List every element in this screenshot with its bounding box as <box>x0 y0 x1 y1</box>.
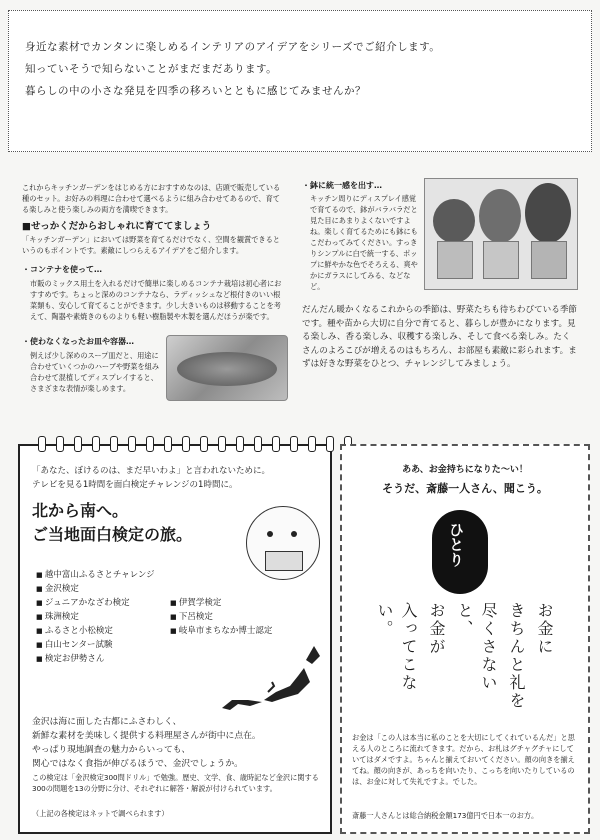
list-item: ■ 珠洲検定 <box>36 610 186 624</box>
list-item: ■ 白山センター試験 <box>36 638 186 652</box>
saito-panel <box>340 444 590 834</box>
garden-para: 「キッチンガーデン」においては野菜を育てるだけでなく、空間を観賞できるというのもポイントです。素敵にしつらえるアイデアをご紹介します。 <box>22 235 280 255</box>
plate-title: ・使わなくなったお皿や容器… <box>22 337 134 346</box>
vertical-line: 尽くさないと、 <box>455 602 498 692</box>
saito-body: お金は「この人は本当に私のことを大切にしてくれているんだ」と思える人のところに流れてきます。だから、お札はグチャグチャにしていてはダメですよ。ちゃんと揃えておいてください。顔の向きを揃えてね。顔の向きが、あっちを向いたり、こっちを向いたりしているのは、お金に対して失礼ですよ。でした。 <box>352 733 575 786</box>
binder-rings <box>38 436 352 452</box>
list-item: ■ 伊賀学検定 <box>170 596 320 610</box>
kentei-left-list <box>36 568 186 666</box>
saito-top: ああ、お金持ちになりた〜い！ <box>402 465 528 475</box>
kentei-body-line: 関心ではなく食指が伸びるほうで、金沢でしょうか。 <box>32 759 243 769</box>
plate-text: 例えば少し深めのスープ皿だと、用途に合わせていくつかのハーブや野菜を組み合わせて混植してディスプレイすると、さまざまな表情が楽しめます。 <box>30 351 160 393</box>
kentei-top-line: 「あなた、ぼけるのは、まだ早いわよ」と言われないために。 <box>32 466 271 476</box>
saito-foot: 斎藤一人さんとは総合納税金額173億円で日本一のお方。 <box>352 811 539 820</box>
list-item: ■ 金沢検定 <box>36 582 186 596</box>
intro-panel <box>8 10 592 152</box>
kentei-body-line: やっぱり現地調査の魅力からいっても、 <box>32 745 191 755</box>
vertical-line: 入ってこない。 <box>375 602 418 692</box>
salad-plate-photo <box>166 335 288 401</box>
hitori-logo-text: ひとり <box>447 522 465 567</box>
kentei-note: この検定は「金沢検定300問ドリル」で勉強。歴史、文学、食、歳時記など金沢に関する300の問題を13の分野に分け、それぞれに解答・解説が付けられています。 <box>32 773 319 793</box>
kentei-title: ご当地面白検定の旅。 <box>32 525 193 544</box>
saito-vertical-message <box>375 602 556 726</box>
vertical-line: お金に <box>535 602 554 656</box>
intro-line: 知っていそうで知らないことがまだまだあります。 <box>25 63 278 75</box>
vertical-line: お金が <box>427 602 446 656</box>
saito-title: そうだ、斎藤一人さん、聞こう。 <box>382 482 548 495</box>
pot-title: ・鉢に統一感を出す… <box>302 181 382 190</box>
intro-line: 暮らしの中の小さな発見を四季の移ろいとともに感じてみませんか？ <box>25 85 366 97</box>
kentei-body-line: 金沢は海に面した古都にふさわしく、 <box>32 717 182 727</box>
kentei-body-line: 新鮮な素材を美味しく提供する料理屋さんが街中に点在。 <box>32 731 261 741</box>
herb-pots-photo <box>424 178 578 290</box>
season-text: だんだん暖かくなるこれからの季節は、野菜たちも待ちわびている季節です。種や苗から大切に自分で育てると、暮らしが豊かになります。見る楽しみ、香る楽しみ、収穫する楽しみ、そして食べる楽しみ。たくさんのよろこびが増えるのはもちろん、お部屋も素敵に彩られます。まずは好きな野菜をひとつ、チャレンジしてみましょう。 <box>302 305 578 369</box>
container-title: ・コンテナを使って… <box>22 265 102 274</box>
list-item: ■ 下呂検定 <box>170 610 320 624</box>
kentei-foot: （上記の各検定はネットで調べられます） <box>32 809 169 818</box>
container-text: 市販のミックス用土を入れるだけで簡単に楽しめるコンテナ栽培は初心者におすすめです。ちょっと深めのコンテナなら、ラディッシュなど根付きのいい根菜類も、安心して育てることができます。少し大きいものは移動することを考えて、陶器や素焼きのものよりも軽い樹脂製や木製を選んだほうが楽です。 <box>30 279 282 321</box>
reading-child-illustration <box>246 506 320 580</box>
hitori-logo <box>432 510 488 594</box>
list-item: ■ ふるさと小松検定 <box>36 624 186 638</box>
vertical-line: きちんと礼を <box>507 602 526 710</box>
kentei-notebook <box>18 444 332 834</box>
intro-line: 身近な素材でカンタンに楽しめるインテリアのアイデアをシリーズでご紹介します。 <box>25 41 441 53</box>
list-item: ■ 検定お伊勢さん <box>36 652 186 666</box>
list-item: ■ 岐阜市まちなか博士認定 <box>170 624 320 638</box>
garden-lead: これからキッチンガーデンをはじめる方におすすめなのは、店頭で販売している種のセット。お好みの料理に合わせて選べるように組み合わせてあるので、育てる楽しみと使う楽しみの両方を満喫できます。 <box>22 183 281 214</box>
kentei-title: 北から南へ。 <box>32 501 129 520</box>
japan-map-icon <box>214 642 324 712</box>
garden-heading: ■せっかくだからおしゃれに育ててましょう <box>22 221 212 232</box>
kentei-top-line: テレビを見る1時間を面白検定チャレンジの1時間に。 <box>32 480 238 490</box>
kentei-right-list <box>170 596 320 638</box>
pot-text: キッチン周りにディスプレイ感覚で育てるので、鉢がバラバラだと見た目にあまりよくないですよね。楽しく育てるためにも鉢にもこだわってみてください。すっきりシンプルに白で統一する、ポップに鮮やかな色でそろえる、爽やかにガラスにしてみる、などなど。 <box>310 194 418 291</box>
list-item: ■ ジュニアかなざわ検定 <box>36 596 186 610</box>
list-item: ■ 越中富山ふるさとチャレンジ <box>36 568 186 582</box>
